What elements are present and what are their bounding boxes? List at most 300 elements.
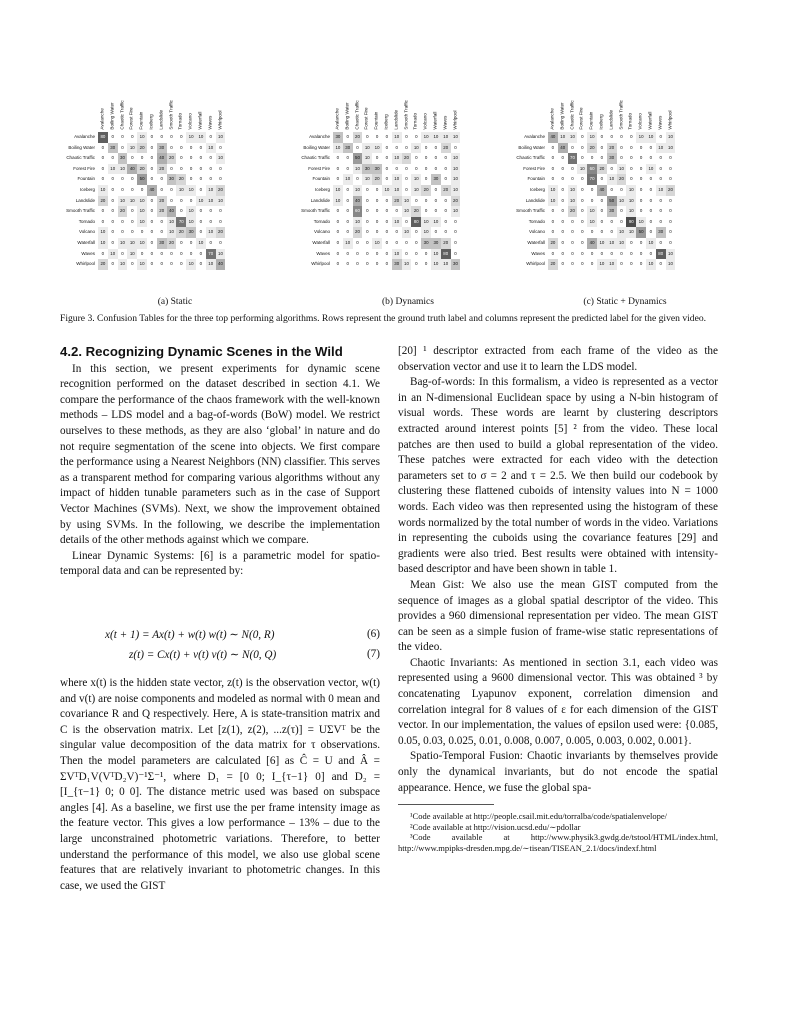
matrix-cell: 0	[157, 217, 167, 228]
matrix-cell: 20	[98, 196, 108, 207]
matrix-cell: 0	[577, 249, 587, 260]
matrix-cell: 0	[147, 259, 157, 270]
matrix-cell: 10	[666, 259, 676, 270]
row-label: Boiling Water	[518, 144, 545, 150]
matrix-cell: 0	[333, 164, 343, 175]
matrix-cell: 10	[636, 132, 646, 143]
matrix-cell: 0	[646, 143, 656, 154]
matrix-cell: 0	[333, 217, 343, 228]
matrix-cell: 0	[216, 143, 226, 154]
row-label: Chaotic Traffic	[301, 155, 330, 161]
row-label: Tornado	[313, 218, 330, 224]
matrix-cell: 0	[392, 164, 402, 175]
matrix-cell: 40	[147, 185, 157, 196]
matrix-cell: 0	[353, 174, 363, 185]
matrix-cell: 0	[127, 174, 137, 185]
matrix-cell: 0	[382, 259, 392, 270]
matrix-cell: 0	[206, 238, 216, 249]
matrix-cell: 10	[98, 185, 108, 196]
matrix-cell: 10	[597, 259, 607, 270]
column-label: Waterfall	[647, 112, 653, 130]
row-label: Fountain	[527, 176, 545, 182]
matrix-cell: 0	[362, 227, 372, 238]
matrix-cell: 10	[421, 227, 431, 238]
matrix-cell: 0	[617, 153, 627, 164]
matrix-cell: 80	[656, 249, 666, 260]
matrix-cell: 0	[656, 153, 666, 164]
matrix-cell: 0	[176, 153, 186, 164]
matrix-cell: 20	[441, 143, 451, 154]
matrix-cell: 20	[597, 164, 607, 175]
row-label: Whirlpool	[526, 261, 545, 267]
matrix-cell: 10	[568, 196, 578, 207]
matrix-cell: 0	[167, 164, 177, 175]
matrix-cell: 0	[421, 206, 431, 217]
matrix-cell: 10	[343, 174, 353, 185]
matrix-cell: 20	[441, 185, 451, 196]
matrix-cell: 0	[147, 249, 157, 260]
matrix-cell: 0	[607, 132, 617, 143]
matrix-cell: 0	[646, 227, 656, 238]
matrix-cell: 10	[666, 249, 676, 260]
matrix-cell: 0	[597, 217, 607, 228]
column-label: Avalanche	[99, 108, 105, 130]
matrix-cell: 10	[587, 217, 597, 228]
matrix-cell: 0	[568, 227, 578, 238]
matrix-cell: 0	[597, 132, 607, 143]
matrix-cell: 0	[108, 153, 118, 164]
matrix-cell: 0	[216, 174, 226, 185]
matrix-cell: 10	[127, 196, 137, 207]
matrix-cell: 0	[626, 153, 636, 164]
matrix-cell: 10	[137, 132, 147, 143]
matrix-cell: 10	[127, 238, 137, 249]
matrix-cell: 20	[137, 164, 147, 175]
matrix-cell: 0	[186, 164, 196, 175]
matrix-cell: 10	[597, 238, 607, 249]
row-label: Volcano	[313, 229, 330, 235]
matrix-cell: 10	[431, 259, 441, 270]
matrix-cell: 10	[137, 217, 147, 228]
matrix-cell: 0	[118, 217, 128, 228]
matrix-cell: 30	[607, 206, 617, 217]
matrix-cell: 10	[548, 185, 558, 196]
paragraph: Linear Dynamic Systems: [6] is a parametric model for spatio-temporal data and can be represented by:	[60, 549, 380, 578]
matrix-cell: 10	[353, 185, 363, 196]
matrix-cell: 0	[636, 238, 646, 249]
matrix-cell: 0	[431, 164, 441, 175]
matrix-cell: 0	[147, 132, 157, 143]
matrix-cell: 0	[646, 185, 656, 196]
matrix-cell: 40	[127, 164, 137, 175]
row-label: Volcano	[528, 229, 545, 235]
matrix-cell: 0	[411, 164, 421, 175]
matrix-cell: 10	[206, 259, 216, 270]
matrix-cell: 10	[176, 185, 186, 196]
matrix-cell: 0	[402, 143, 412, 154]
matrix-cell: 10	[118, 238, 128, 249]
matrix-cell: 0	[186, 238, 196, 249]
row-label: Iceberg	[529, 187, 545, 192]
matrix-cell: 10	[558, 132, 568, 143]
matrix-cell: 0	[597, 153, 607, 164]
equation-number: (7)	[366, 648, 380, 660]
matrix-cell: 0	[147, 196, 157, 207]
paragraph: Spatio-Temporal Fusion: Chaotic invariants by themselves provide only the dynamical invariants, but do not encode the spatial appearance. Hence, we fuse the global spa-	[398, 750, 718, 794]
matrix-cell: 10	[607, 259, 617, 270]
matrix-cell: 40	[548, 132, 558, 143]
footnote-2: ²Code available at http://vision.ucsd.edu/∼pdollar	[410, 821, 581, 832]
matrix-cell: 0	[607, 227, 617, 238]
matrix-cell: 10	[382, 185, 392, 196]
matrix-cell: 10	[137, 206, 147, 217]
matrix-cell: 0	[382, 153, 392, 164]
matrix-cell: 0	[411, 238, 421, 249]
matrix-cell: 10	[617, 227, 627, 238]
matrix-cell: 0	[441, 196, 451, 207]
matrix-cell: 0	[137, 153, 147, 164]
matrix-cell: 20	[353, 132, 363, 143]
matrix-cell: 0	[568, 238, 578, 249]
matrix-cell: 0	[421, 259, 431, 270]
matrix-cell: 10	[626, 206, 636, 217]
matrix-cell: 10	[137, 238, 147, 249]
row-label: Tornado	[528, 218, 545, 224]
matrix-cell: 0	[147, 227, 157, 238]
column-label: Waterfall	[197, 112, 203, 130]
matrix-cell: 10	[118, 196, 128, 207]
matrix-cell: 20	[167, 153, 177, 164]
matrix-cell: 10	[392, 174, 402, 185]
matrix-cell: 10	[186, 259, 196, 270]
matrix-cell: 0	[451, 249, 461, 260]
matrix-cell: 0	[558, 238, 568, 249]
row-label: Forest Fire	[523, 165, 545, 171]
matrix-cell: 0	[206, 217, 216, 228]
matrix-cell: 0	[617, 206, 627, 217]
matrix-cell: 10	[646, 238, 656, 249]
column-label: Volcano	[637, 113, 643, 130]
matrix-cell: 0	[167, 143, 177, 154]
column-label: Iceberg	[598, 114, 604, 130]
matrix-cell: 0	[548, 249, 558, 260]
matrix-cell: 0	[118, 185, 128, 196]
matrix-cell: 30	[333, 132, 343, 143]
footnote-rule	[398, 804, 494, 805]
matrix-cell: 0	[147, 206, 157, 217]
matrix-cell: 0	[568, 259, 578, 270]
matrix-cell: 0	[108, 217, 118, 228]
matrix-cell: 0	[186, 249, 196, 260]
matrix-cell: 0	[402, 217, 412, 228]
matrix-cell: 0	[108, 196, 118, 207]
equation-number: (6)	[366, 628, 380, 640]
matrix-cell: 0	[577, 238, 587, 249]
matrix-cell: 0	[353, 259, 363, 270]
matrix-cell: 0	[127, 206, 137, 217]
matrix-cell: 10	[607, 174, 617, 185]
column-label: Smooth Traffic	[617, 100, 623, 130]
matrix-cell: 0	[196, 185, 206, 196]
column-label: Avalanche	[334, 108, 340, 130]
matrix-cell: 0	[568, 164, 578, 175]
matrix-cell: 0	[382, 206, 392, 217]
matrix-cell: 0	[587, 185, 597, 196]
matrix-cell: 0	[216, 217, 226, 228]
matrix-cell: 0	[441, 174, 451, 185]
column-label: Iceberg	[383, 114, 389, 130]
matrix-cell: 0	[167, 259, 177, 270]
matrix-cell: 0	[176, 259, 186, 270]
matrix-cell: 0	[597, 174, 607, 185]
left-column-continued	[60, 676, 380, 894]
row-label: Forest Fire	[73, 165, 95, 171]
matrix-cell: 0	[372, 196, 382, 207]
row-label: Waterfall	[527, 240, 545, 245]
matrix-cell: 0	[626, 143, 636, 154]
matrix-cell: 0	[636, 196, 646, 207]
matrix-cell: 0	[626, 164, 636, 175]
matrix-cell: 20	[157, 164, 167, 175]
matrix-cell: 10	[431, 217, 441, 228]
matrix-cell: 0	[196, 217, 206, 228]
matrix-cell: 0	[382, 217, 392, 228]
matrix-cell: 0	[362, 249, 372, 260]
equation-body: z(t) = Cx(t) + v(t) v(t) ∼ N(0, Q)	[129, 649, 277, 661]
matrix-cell: 20	[176, 227, 186, 238]
matrix-cell: 0	[411, 153, 421, 164]
matrix-cell: 0	[411, 259, 421, 270]
matrix-cell: 0	[577, 196, 587, 207]
matrix-cell: 10	[118, 259, 128, 270]
matrix-cell: 0	[147, 174, 157, 185]
matrix-cell: 40	[167, 206, 177, 217]
matrix-cell: 20	[176, 174, 186, 185]
matrix-cell: 10	[402, 227, 412, 238]
column-label: Chaotic Traffic	[118, 100, 124, 130]
matrix-cell: 0	[157, 132, 167, 143]
matrix-cell: 70	[587, 174, 597, 185]
matrix-cell: 0	[597, 249, 607, 260]
matrix-cell: 0	[411, 196, 421, 207]
matrix-cell: 0	[548, 164, 558, 175]
paragraph: where x(t) is the hidden state vector, z(t) is the observation vector, w(t) and v(t) are noise components and modeled as normal with 0 mean and covariance R and Q respectively. Here, A is state-transition matrix and C is the observation matrix. Let [z(1), z(2), ...z(τ)] = UΣVᵀ be the singular value decomposition of the data matrix for τ observations. Then the model parameters are calculated [6] as Ĉ = U and Â = ΣVᵀD₁V(VᵀD₂V)⁻¹Σ⁻¹, where D₁ = [0 0; I_{τ−1} 0] and D₂ = [I_{τ−1} 0; 0 0]. The distance metric used was based on subspace angles [4]. As a baseline, we first use the per frame intensity image as the feature vector. This gives a low performance – 13% – due to the large unconstrained photometric variations. Therefore, to better understand the performance of this model, we also use global scene features that are relatively invariant to photometric changes. In this case, we used the GIST	[60, 677, 380, 892]
matrix-cell: 10	[392, 132, 402, 143]
row-label: Waterfall	[312, 240, 330, 245]
matrix-cell: 10	[402, 206, 412, 217]
matrix-cell: 0	[98, 249, 108, 260]
matrix-cell: 0	[548, 174, 558, 185]
matrix-cell: 20	[372, 174, 382, 185]
matrix-cell: 10	[362, 153, 372, 164]
matrix-cell: 10	[626, 227, 636, 238]
matrix-cell: 0	[98, 174, 108, 185]
matrix-cell: 0	[626, 238, 636, 249]
matrix-cell: 0	[548, 217, 558, 228]
column-label: Whirlpool	[666, 110, 672, 130]
column-label: Smooth Traffic	[402, 100, 408, 130]
matrix-cell: 0	[451, 217, 461, 228]
matrix-cell: 0	[577, 217, 587, 228]
matrix-cell: 0	[392, 143, 402, 154]
matrix-cell: 0	[558, 153, 568, 164]
matrix-cell: 10	[353, 217, 363, 228]
matrix-cell: 0	[441, 153, 451, 164]
matrix-cell: 0	[402, 174, 412, 185]
matrix-cell: 10	[402, 259, 412, 270]
matrix-cell: 10	[617, 164, 627, 175]
matrix-cell: 10	[451, 153, 461, 164]
matrix-cell: 10	[392, 249, 402, 260]
matrix-cell: 10	[617, 196, 627, 207]
matrix-cell: 10	[216, 153, 226, 164]
matrix-cell: 0	[382, 196, 392, 207]
footnote-3: ³Code available at http://www.physik3.gwdg.de/tstool/HTML/index.html, http://www.mpipks-dresden.mpg.de/∼tisean/TISEAN_2.1/docs/indexf.html	[398, 832, 718, 853]
matrix-cell: 0	[167, 185, 177, 196]
matrix-cell: 0	[127, 259, 137, 270]
matrix-cell: 10	[421, 217, 431, 228]
matrix-cell: 0	[646, 249, 656, 260]
matrix-cell: 40	[353, 196, 363, 207]
matrix-cell: 0	[333, 206, 343, 217]
matrix-cell: 0	[558, 185, 568, 196]
paragraph: In this section, we present experiments for dynamic scene recognition performed on the dataset described in section 4.1. We compare the performance of the chaos framework with the well-known methods – LDS model and a bag-of-words (BoW) model. We restrict ourselves to these methods, as they are also ‘global’ in nature and do not require segmentation of the scene into objects. We first compare the performance using a Nearest Neighbors (NN) classifier. This serves as a transparent method for comparing various algorithms without any impact of hidden tunable parameters such as in the case of Support Vector Machines (SVMs). Next, we show the improvement obtained by using SVMs. In the following, we describe the implementation details of the other methods against which we compare.	[60, 362, 380, 547]
matrix-cell: 0	[118, 143, 128, 154]
matrix-cell: 0	[343, 249, 353, 260]
matrix-cell: 0	[636, 185, 646, 196]
matrix-cell: 0	[558, 164, 568, 175]
matrix-cell: 20	[548, 259, 558, 270]
matrix-cell: 0	[568, 174, 578, 185]
matrix-cell: 0	[343, 196, 353, 207]
matrix-cell: 10	[646, 132, 656, 143]
matrix-cell: 10	[441, 259, 451, 270]
matrix-cell: 0	[196, 164, 206, 175]
matrix-cell: 0	[108, 185, 118, 196]
matrix-cell: 10	[362, 143, 372, 154]
matrix-cell: 10	[587, 132, 597, 143]
matrix-cell: 0	[568, 143, 578, 154]
matrix-cell: 40	[216, 259, 226, 270]
matrix-cell: 0	[382, 164, 392, 175]
matrix-cell: 50	[353, 153, 363, 164]
matrix-cell: 0	[98, 206, 108, 217]
row-label: Landslide	[75, 197, 95, 203]
matrix-cell: 0	[157, 259, 167, 270]
footnote-1: ¹Code available at http://people.csail.mit.edu/torralba/code/spatialenvelope/	[410, 811, 667, 822]
matrix-cell: 0	[372, 206, 382, 217]
matrix-cell: 0	[548, 143, 558, 154]
matrix-cell: 0	[176, 206, 186, 217]
matrix-cell: 10	[666, 132, 676, 143]
matrix-cell: 30	[157, 238, 167, 249]
matrix-cell: 30	[362, 164, 372, 175]
matrix-cell: 10	[137, 259, 147, 270]
matrix-cell: 0	[431, 143, 441, 154]
matrix-cell: 10	[196, 132, 206, 143]
matrix-cell: 10	[626, 185, 636, 196]
matrix-cell: 10	[333, 196, 343, 207]
matrix-cell: 10	[186, 217, 196, 228]
matrix-cell: 0	[666, 164, 676, 175]
matrix-cell: 10	[431, 249, 441, 260]
matrix-cell: 0	[451, 143, 461, 154]
matrix-cell: 0	[587, 259, 597, 270]
matrix-cell: 0	[186, 196, 196, 207]
matrix-cell: 0	[157, 185, 167, 196]
matrix-cell: 0	[333, 227, 343, 238]
column-label: Volcano	[422, 113, 428, 130]
subcaption-static: (a) Static	[157, 297, 193, 307]
matrix-cell: 0	[137, 249, 147, 260]
matrix-cell: 0	[98, 217, 108, 228]
matrix-cell: 10	[411, 185, 421, 196]
matrix-cell: 0	[167, 249, 177, 260]
matrix-cell: 0	[157, 174, 167, 185]
matrix-cell: 0	[157, 249, 167, 260]
column-label: Forest Fire	[128, 107, 134, 130]
matrix-cell: 10	[127, 143, 137, 154]
matrix-cell: 0	[617, 217, 627, 228]
matrix-cell: 70	[176, 217, 186, 228]
matrix-cell: 0	[656, 259, 666, 270]
matrix-cell: 0	[587, 227, 597, 238]
matrix-cell: 10	[451, 185, 461, 196]
matrix-cell: 10	[186, 132, 196, 143]
matrix-cell: 0	[216, 238, 226, 249]
matrix-cell: 0	[108, 227, 118, 238]
matrix-cell: 10	[206, 227, 216, 238]
column-label: Boiling Water	[559, 102, 565, 130]
matrix-cell: 20	[451, 196, 461, 207]
matrix-cell: 10	[362, 174, 372, 185]
matrix-cell: 0	[421, 153, 431, 164]
matrix-cell: 0	[137, 227, 147, 238]
row-label: Waterfall	[77, 240, 95, 245]
matrix-cell: 10	[167, 217, 177, 228]
matrix-cell: 0	[666, 227, 676, 238]
matrix-cell: 0	[548, 227, 558, 238]
matrix-cell: 60	[353, 206, 363, 217]
matrix-cell: 10	[656, 143, 666, 154]
matrix-cell: 70	[568, 153, 578, 164]
matrix-cell: 10	[206, 196, 216, 207]
matrix-cell: 10	[392, 185, 402, 196]
matrix-cell: 0	[372, 153, 382, 164]
matrix-cell: 0	[176, 196, 186, 207]
matrix-cell: 0	[441, 206, 451, 217]
matrix-cell: 0	[206, 206, 216, 217]
matrix-cell: 0	[597, 206, 607, 217]
matrix-cell: 0	[343, 185, 353, 196]
matrix-cell: 0	[196, 143, 206, 154]
matrix-cell: 20	[587, 143, 597, 154]
matrix-cell: 10	[568, 185, 578, 196]
matrix-cell: 0	[402, 249, 412, 260]
confusion-table-static-dynamics	[500, 83, 720, 293]
matrix-cell: 10	[372, 143, 382, 154]
matrix-cell: 0	[656, 206, 666, 217]
matrix-cell: 0	[147, 238, 157, 249]
matrix-cell: 0	[617, 143, 627, 154]
column-label: Forest Fire	[578, 107, 584, 130]
subcaption-dynamics: (b) Dynamics	[382, 297, 434, 307]
column-label: Whirlpool	[451, 110, 457, 130]
matrix-cell: 50	[636, 227, 646, 238]
matrix-cell: 20	[617, 174, 627, 185]
matrix-cell: 0	[167, 196, 177, 207]
matrix-cell: 0	[431, 227, 441, 238]
